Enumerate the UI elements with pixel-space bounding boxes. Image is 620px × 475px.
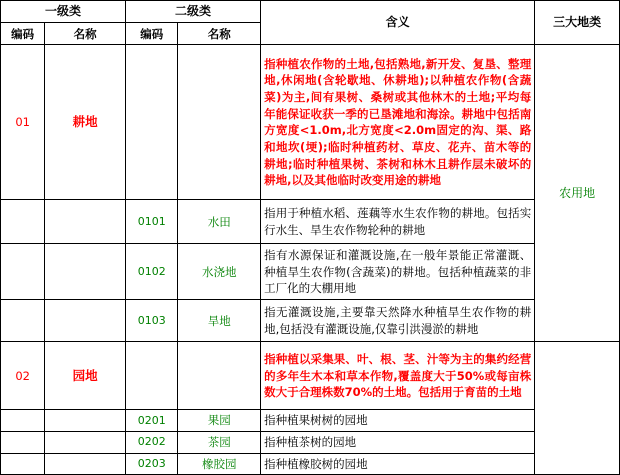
primary-name [45,200,126,244]
primary-name [45,244,126,300]
meaning-text: 指种植果树树的园地 [261,410,535,432]
header-group-secondary: 二级类 [126,1,261,23]
primary-code [1,432,45,454]
secondary-name: 橡胶园 [178,453,261,475]
meaning-text: 指无灌溉设施,主要靠天然降水种植旱生农作物的耕地,包括没有灌溉设施,仅靠引洪漫淤的耕地 [261,300,535,342]
secondary-code: 0102 [126,244,178,300]
secondary-name [178,45,261,200]
header-name-primary: 名称 [45,23,126,45]
meaning-text: 指种植橡胶树的园地 [261,453,535,475]
primary-name: 园地 [45,342,126,410]
secondary-code: 0201 [126,410,178,432]
meaning-text: 指种植农作物的土地,包括熟地,新开发、复垦、整理地,休闲地(含轮歇地、休耕地);以种植农作物(含蔬菜)为主,间有果树、桑树或其他林木的土地;平均每年能保证收获一季的已垦滩地和海涂。耕地中包括南方宽度<1.0m,北方宽度<2.0m固定的沟、渠、路和地坎(埂);临时种植药材、草皮、花卉、苗木等的耕地;临时种植果树、茶树和林木且耕作层未破坏的耕地,以及其他临时改变用途的耕地 [261,45,535,200]
primary-code: 01 [1,45,45,200]
primary-name: 耕地 [45,45,126,200]
table-row [1,342,620,410]
big-category-value: 农用地 [535,45,620,342]
header-code-primary: 编码 [1,23,45,45]
primary-name [45,432,126,454]
table-row [1,244,620,300]
big-category-value [535,342,620,475]
primary-code [1,200,45,244]
meaning-text: 指有水源保证和灌溉设施,在一般年景能正常灌溉、种植旱生农作物(含蔬菜)的耕地。包括种植蔬菜的非工厂化的大棚用地 [261,244,535,300]
primary-code [1,410,45,432]
primary-name [45,410,126,432]
secondary-code: 0202 [126,432,178,454]
table-header-row-1 [1,1,620,23]
primary-code [1,300,45,342]
header-group-primary: 一级类 [1,1,126,23]
primary-name [45,300,126,342]
meaning-text: 指种植以采集果、叶、根、茎、汁等为主的集约经营的多年生木本和草本作物,覆盖度大于50%或每亩株数大于合理株数70%的土地。包括用于育苗的土地 [261,342,535,410]
primary-code: 02 [1,342,45,410]
secondary-name: 旱地 [178,300,261,342]
secondary-code [126,45,178,200]
header-meaning: 含义 [261,1,535,45]
table-row [1,432,620,454]
header-name-secondary: 名称 [178,23,261,45]
secondary-code: 0203 [126,453,178,475]
secondary-name: 水田 [178,200,261,244]
primary-code [1,453,45,475]
secondary-code: 0101 [126,200,178,244]
secondary-name: 水浇地 [178,244,261,300]
header-code-secondary: 编码 [126,23,178,45]
meaning-text: 指种植茶树的园地 [261,432,535,454]
table-row [1,200,620,244]
table-row [1,300,620,342]
secondary-name: 茶园 [178,432,261,454]
secondary-name: 果园 [178,410,261,432]
primary-code [1,244,45,300]
table-row [1,45,620,200]
primary-name [45,453,126,475]
secondary-code [126,342,178,410]
secondary-code: 0103 [126,300,178,342]
header-big-category: 三大地类 [535,1,620,45]
table-row [1,453,620,475]
meaning-text: 指用于种植水稻、莲藕等水生农作物的耕地。包括实行水生、旱生农作物轮种的耕地 [261,200,535,244]
secondary-name [178,342,261,410]
table-row [1,410,620,432]
